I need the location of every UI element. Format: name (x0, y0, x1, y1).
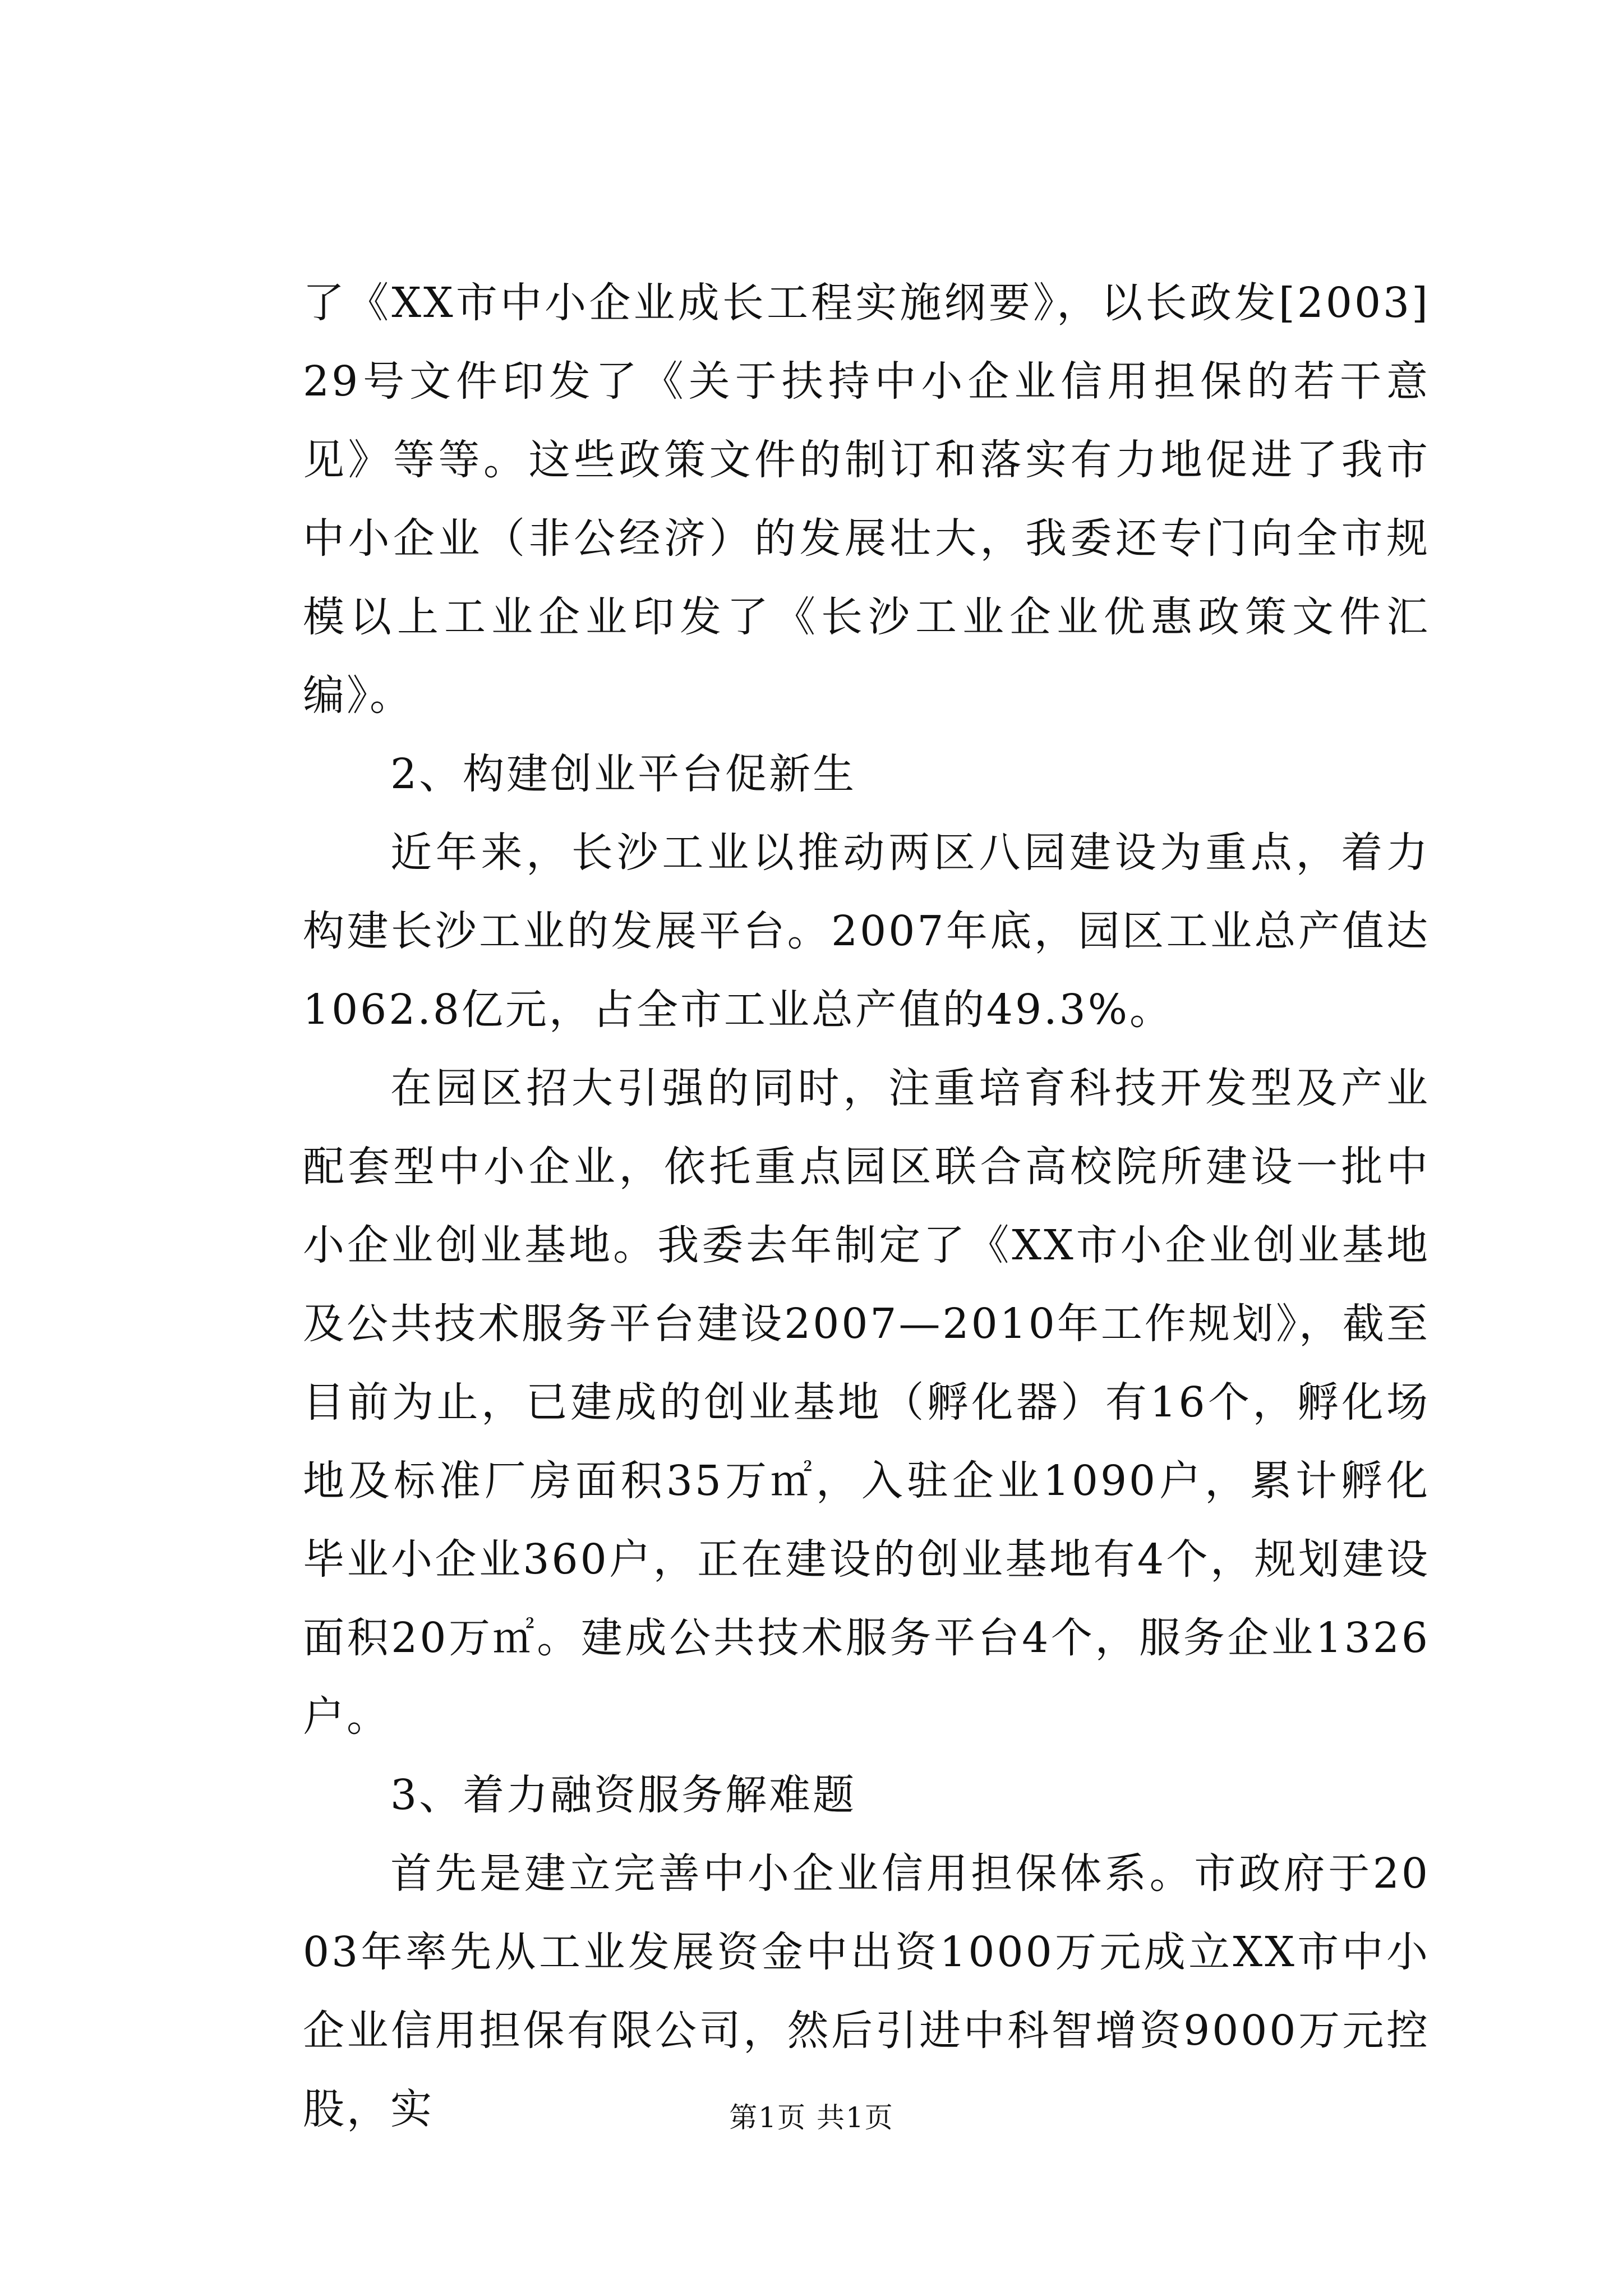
section-heading-financing-services: 3、着力融资服务解难题 (390, 1771, 857, 1819)
paragraph-policy-documents: 了《XX市中小企业成长工程实施纲要》，以长政发[2003]29号文件印发了《关于扶持中小企业信用担保的若干意见》等等。这些政策文件的制订和落实有力地促进了我市中小企业（非公经济）的发展壮大，我委还专门向全市规模以上工业企业印发了《长沙工业企业优惠政策文件汇编》。 (303, 279, 1430, 720)
section-heading-entrepreneurship-platform: 2、构建创业平台促新生 (390, 750, 857, 798)
paragraph-credit-guarantee: 首先是建立完善中小企业信用担保体系。市政府于2003年率先从工业发展资金中出资1000万元成立XX市中小企业信用担保有限公司，然后引进中科智增资9000万元控股，实 (303, 1849, 1430, 2133)
page-footer: 第1页 共1页 (729, 2101, 894, 2134)
paragraph-industrial-parks: 近年来，长沙工业以推动两区八园建设为重点，着力构建长沙工业的发展平台。2007年底，园区工业总产值达1062.8亿元，占全市工业总产值的49.3%。 (303, 829, 1430, 1034)
document-body (303, 264, 1430, 2148)
paragraph-incubation-bases: 在园区招大引强的同时，注重培育科技开发型及产业配套型中小企业，依托重点园区联合高校院所建设一批中小企业创业基地。我委去年制定了《XX市小企业创业基地及公共技术服务平台建设2007—2010年工作规划》，截至目前为止，已建成的创业基地（孵化器）有16个，孵化场地及标准厂房面积35万㎡，入驻企业1090户，累计孵化毕业小企业360户，正在建设的创业基地有4个，规划建设面积20万㎡。建成公共技术服务平台4个，服务企业1326户。 (303, 1064, 1430, 1741)
